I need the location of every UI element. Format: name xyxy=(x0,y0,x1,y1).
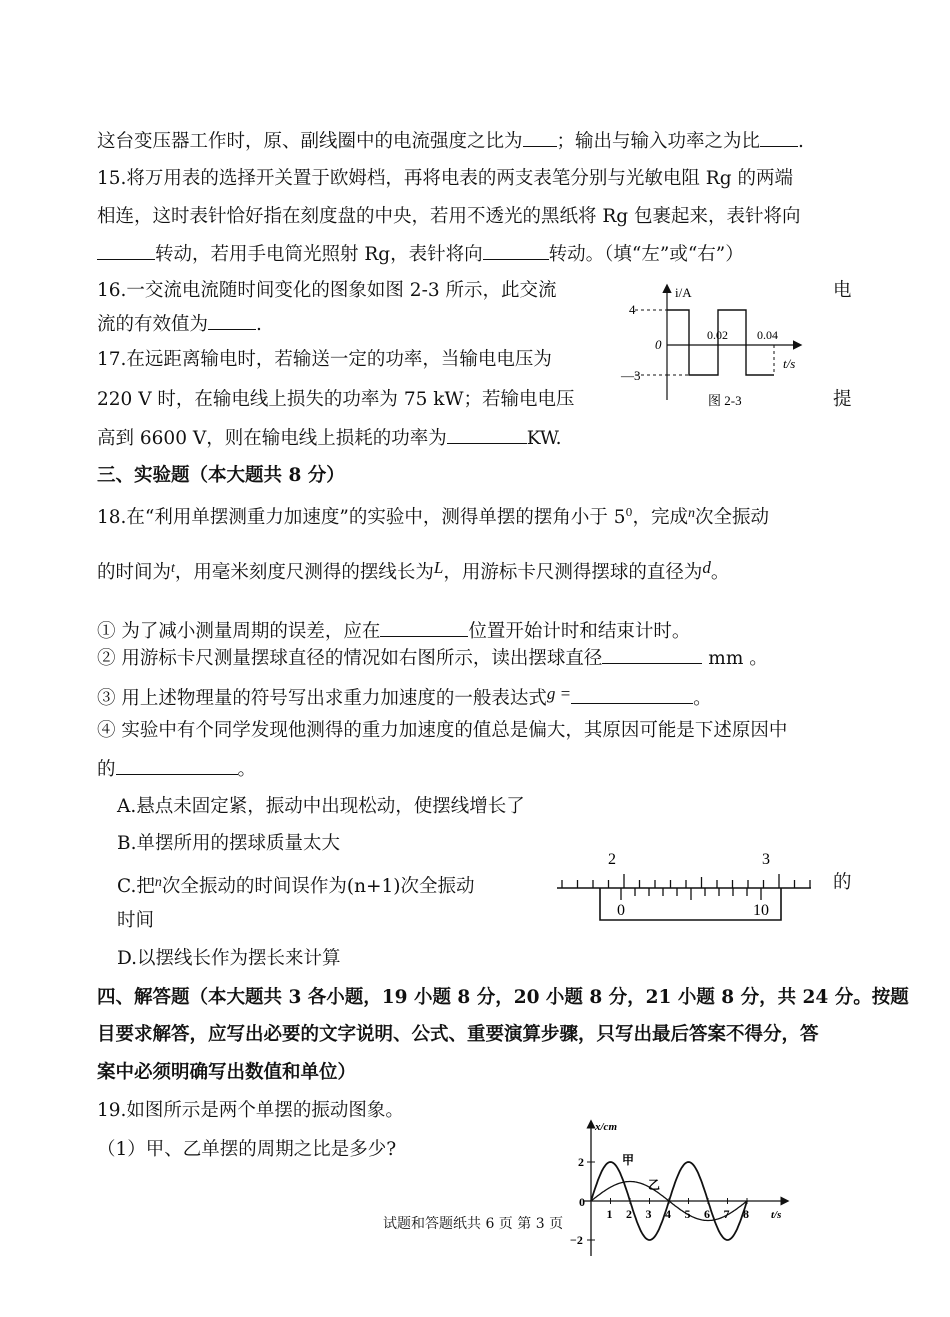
q17-line-3 xyxy=(97,425,562,452)
q18-text-2b: ，用毫米刻度尺测得的摆线长为 xyxy=(174,562,434,583)
section-4-line-3: 案中必须明确写出数值和单位） xyxy=(97,1062,357,1083)
main-scale-label-2: 2 xyxy=(608,851,616,868)
q15-text-3a: 转动，若用手电筒光照射 Rg，表针将向 xyxy=(155,244,483,265)
q16-line-1: 16.一交流电流随时间变化的图象如图 2-3 所示，此交流 xyxy=(97,280,557,301)
square-wave xyxy=(667,310,774,375)
q15-line-2: 相连，这时表针恰好指在刻度盘的中央，若用不透光的黑纸将 Rg 包裹起来，表针将向 xyxy=(97,206,801,227)
q19-line-2: （1）甲、乙单摆的周期之比是多少? xyxy=(97,1139,397,1160)
q18-option-c-b: 次全振动的时间误作为(n+1)次全振动 xyxy=(161,876,475,897)
fig23-y-label: i/A xyxy=(675,285,692,300)
q18-symbol-L: L xyxy=(433,558,444,577)
q14-text-c: . xyxy=(798,131,804,152)
q18-step-4: ④ 实验中有个同学发现他测得的重力加速度的值总是偏大，其原因可能是下述原因中 xyxy=(97,720,788,741)
q18-blank-position[interactable] xyxy=(380,618,468,637)
q14-blank-current-ratio[interactable] xyxy=(523,128,557,147)
pg-y-label: x/cm xyxy=(595,1121,617,1133)
q16-text-end: . xyxy=(256,314,262,335)
pg-tick-label: 2 xyxy=(626,1207,632,1221)
pg-tick-label: 6 xyxy=(704,1207,710,1221)
q18-step-2 xyxy=(97,645,768,672)
q18-line-2 xyxy=(97,555,729,586)
pg-tick-label: 5 xyxy=(684,1207,691,1221)
fig23-tick-002: 0.02 xyxy=(707,328,728,342)
q17-line-2-end: 提 xyxy=(833,389,852,410)
q14-text-a: 这台变压器工作时，原、副线圈中的电流强度之比为 xyxy=(97,131,523,152)
fig23-y-bottom: —3 xyxy=(621,368,641,383)
q18-symbol-n: n xyxy=(688,506,696,522)
section-3-title: 三、实验题（本大题共 8 分） xyxy=(97,465,345,486)
fig23-x-label: t/s xyxy=(783,356,796,371)
q18-step-3 xyxy=(97,681,712,712)
q18-step-1b: 位置开始计时和结束计时。 xyxy=(468,621,691,642)
q18-symbol-d: d xyxy=(702,558,711,577)
q18-option-c-line-2: 时间 xyxy=(117,910,155,931)
q18-step-2b: mm 。 xyxy=(708,648,768,669)
q18-step-3a: ③ 用上述物理量的符号写出求重力加速度的一般表达式 xyxy=(97,688,547,709)
q18-blank-formula[interactable] xyxy=(571,685,693,704)
pg-tick-label: 1 xyxy=(606,1207,613,1221)
vernier-label-10: 10 xyxy=(753,902,769,919)
fig23-caption: 图 2-3 xyxy=(708,393,742,408)
q18-blank-reason[interactable] xyxy=(116,756,238,775)
pg-tick-label: 8 xyxy=(743,1207,749,1221)
q16-text-2: 流的有效值为 xyxy=(97,314,209,335)
q18-blank-diameter[interactable] xyxy=(602,645,702,664)
q15-blank-dark[interactable] xyxy=(97,241,155,260)
q18-option-c[interactable] xyxy=(117,870,475,900)
fig23-tick-004: 0.04 xyxy=(757,328,778,342)
q18-symbol-t: t xyxy=(171,561,175,576)
q16-line-2 xyxy=(97,311,262,338)
q17-blank-power-loss[interactable] xyxy=(447,425,527,444)
pg-y-pos: 2 xyxy=(578,1155,584,1169)
vernier-label-0: 0 xyxy=(617,902,625,919)
q18-step-4b: 的 xyxy=(97,759,116,780)
pg-tick-label: 4 xyxy=(665,1207,671,1221)
q18-option-c-a: C.把 xyxy=(117,876,155,897)
q18-text-1b: ，完成 xyxy=(632,507,689,529)
q18-step-1a: ① 为了减小测量周期的误差，应在 xyxy=(97,621,381,642)
q14-blank-power-ratio[interactable] xyxy=(760,128,798,147)
q18-option-d[interactable]: D.以摆线长作为摆长来计算 xyxy=(117,948,341,969)
q18-text-2c: ，用游标卡尺测得摆球的直径为 xyxy=(443,562,703,583)
q17-text-3a: 高到 6600 V，则在输电线上损耗的功率为 xyxy=(97,428,447,449)
pg-origin: 0 xyxy=(579,1195,585,1209)
q18-step-4c: 。 xyxy=(237,759,257,780)
q16-line-1-end: 电 xyxy=(833,280,852,301)
q18-step-2a: ② 用游标卡尺测量摆球直径的情况如右图所示，读出摆球直径 xyxy=(97,648,603,669)
q15-text-3b: 转动。（填“左”或“右”） xyxy=(548,244,744,265)
vernier-caliper-figure xyxy=(555,848,815,928)
q18-text-1a: 18.在“利用单摆测重力加速度”的实验中，测得单摆的摆角小于 5 xyxy=(97,507,626,529)
main-scale-label-3: 3 xyxy=(762,851,770,868)
q14-tail-line xyxy=(97,128,804,155)
q14-text-b: ；输出与输入功率之为比 xyxy=(556,131,761,152)
section-4-line-2: 目要求解答，应写出必要的文字说明、公式、重要演算步骤，只写出最后答案不得分，答 xyxy=(97,1024,819,1045)
q15-line-3 xyxy=(97,241,744,268)
q17-line-1: 17.在远距离输电时，若输送一定的功率，当输电电压为 xyxy=(97,349,552,370)
pg-x-label: t/s xyxy=(771,1209,782,1221)
vernier-scale-ticks xyxy=(621,888,761,900)
main-scale-ticks xyxy=(562,874,810,888)
q15-line-1: 15.将万用表的选择开关置于欧姆档，再将电表的两支表笔分别与光敏电阻 Rg 的两端 xyxy=(97,168,793,189)
pg-tick-label: 3 xyxy=(645,1207,652,1221)
q17-line-2: 220 V 时，在输电线上损失的功率为 75 kW；若输电电压 xyxy=(97,389,575,410)
pg-tick-label: 7 xyxy=(723,1207,730,1221)
page-footer: 试题和答题纸共 6 页 第 3 页 xyxy=(383,1216,564,1232)
q18-option-c-end: 的 xyxy=(833,872,852,893)
q16-blank-effective-value[interactable] xyxy=(208,311,256,330)
q18-text-2d: 。 xyxy=(710,562,730,583)
q15-blank-light[interactable] xyxy=(483,241,549,260)
q18-option-a[interactable]: A.悬点未固定紧，振动中出现松动，使摆线增长了 xyxy=(117,796,525,817)
q18-step-1 xyxy=(97,618,690,645)
q18-text-1c: 次全振动 xyxy=(695,507,770,529)
fig23-y-top: 4 xyxy=(629,302,636,317)
q18-option-b[interactable]: B.单摆所用的摆球质量太大 xyxy=(117,833,340,854)
pg-label-jia: 甲 xyxy=(622,1153,635,1167)
q18-text-2a: 的时间为 xyxy=(97,562,172,583)
fig23-origin: 0 xyxy=(655,337,662,352)
pg-y-neg: −2 xyxy=(570,1233,583,1247)
q19-line-1: 19.如图所示是两个单摆的振动图象。 xyxy=(97,1100,404,1121)
pg-label-yi: 乙 xyxy=(648,1178,661,1192)
figure-2-3-ac-current-graph xyxy=(615,280,815,410)
q18-degree-sup: 0 xyxy=(625,506,633,519)
section-4-line-1: 四、解答题（本大题共 3 各小题，19 小题 8 分，20 小题 8 分，21 小题 8 分，共 24 分。按题 xyxy=(97,987,909,1008)
q17-text-3b: KW. xyxy=(526,428,562,449)
q18-symbol-g: g = xyxy=(546,684,572,703)
pendulum-vibration-graph xyxy=(565,1118,795,1260)
q18-line-1 xyxy=(97,500,769,531)
q18-option-c-n: n xyxy=(154,875,162,890)
q18-step-3b: 。 xyxy=(693,688,712,709)
q18-step-4-cont xyxy=(97,756,256,783)
